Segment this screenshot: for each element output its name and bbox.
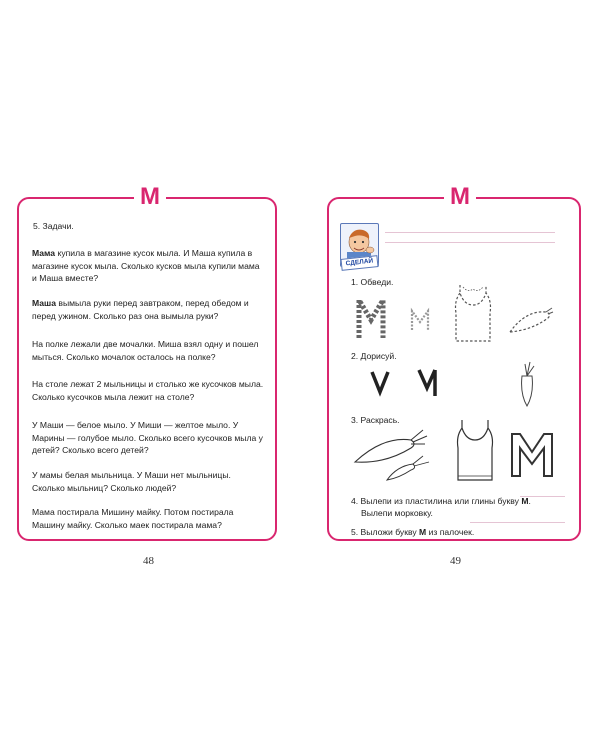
right-page-number: 49: [450, 555, 461, 567]
dotted-carrot-icon: [508, 306, 554, 336]
problem-3: На полке лежали две мочалки. Миша взял одну и пошел мыться. Сколько мочалок осталось на полке?: [32, 339, 259, 362]
writing-line: [385, 242, 555, 243]
problem-1-text: купила в магазине кусок мыла. И Маша купила в магазине кусок мыла. Сколько кусков мыла купили мама и Маша вместе?: [32, 248, 260, 284]
task-4-text: 4. Вылепи из пластилина или глины букву: [351, 496, 522, 506]
problem-4: На столе лежат 2 мыльницы и столько же кусочков мыла. Сколько кусочков мыла лежит на столе?: [32, 379, 264, 402]
task-4-label: [351, 495, 566, 519]
task-5-text: 5. Выложи букву: [351, 527, 420, 537]
task-1-label: 1. Обведи.: [351, 277, 394, 287]
task-5-end: из палочек.: [426, 527, 475, 537]
task-heading: 5. Задачи.: [33, 221, 74, 231]
left-page-letter: М: [134, 184, 166, 210]
writing-line: [385, 232, 555, 233]
outline-letter-m-icon: [510, 432, 554, 478]
dotted-tank-top-icon: [450, 283, 496, 343]
writing-line: [470, 522, 565, 523]
left-page-number: 48: [143, 555, 154, 567]
small-dotted-letter-m-icon: [410, 308, 430, 332]
problem-2: [32, 297, 264, 322]
right-page-letter: М: [444, 184, 476, 210]
problem-5: У Маши — белое мыло. У Миши — желтое мыло. У Марины — голубое мыло. Сколько всего кусочков мыла у детей? Сколько всего детей?: [32, 420, 263, 456]
tank-top-outline-icon: [452, 418, 498, 482]
traced-letter-m-icon: [356, 296, 386, 340]
task-4-end: .: [528, 496, 531, 506]
do-it-badge: СДЕЛАЙ: [340, 255, 378, 271]
problem-2-bold: Маша: [32, 298, 56, 308]
carrots-outline-icon: [353, 422, 433, 482]
task-3-label: 3. Раскрась.: [351, 415, 400, 425]
letter-v-stroke-icon: [370, 370, 390, 394]
task-2-label: 2. Дорисуй.: [351, 351, 397, 361]
problem-1-bold: Мама: [32, 248, 56, 258]
task-5-letter: М: [419, 527, 427, 537]
task-5-label: [351, 526, 474, 538]
problem-1: [32, 247, 264, 285]
task-4-line2: Вылепи морковку.: [361, 508, 433, 518]
partial-letter-m-icon: [417, 366, 443, 398]
problem-2-text: вымыла руки перед завтраком, перед обедом и перед ужином. Сколько раз она вымыла руки?: [32, 298, 249, 321]
carrot-outline-icon: [516, 360, 538, 408]
problem-6: У мамы белая мыльница. У Маши нет мыльницы. Сколько мыльниц? Сколько людей?: [32, 470, 231, 493]
problem-7: Мама постирала Мишину майку. Потом постирала Машину майку. Сколько маек постирала мама?: [32, 507, 234, 530]
task-4-letter: М: [521, 496, 529, 506]
